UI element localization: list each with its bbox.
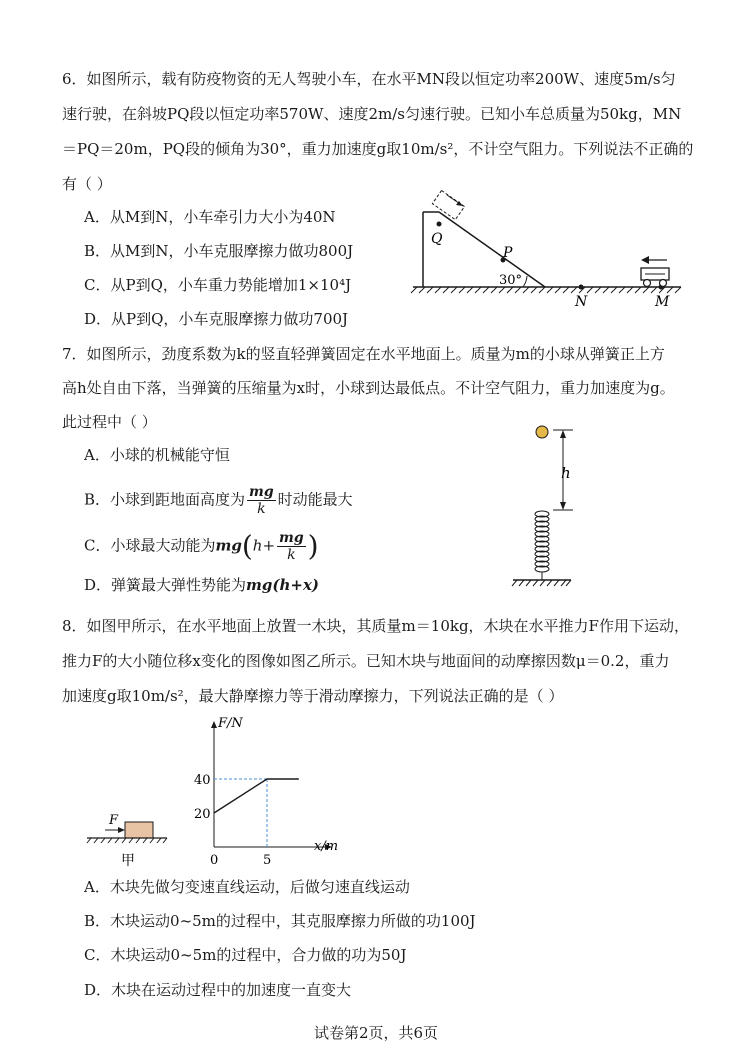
q8-line-1: 8．如图甲所示，在水平地面上放置一木块，其质量m＝10kg，木块在水平推力F作用下运动， — [62, 617, 689, 635]
spring-icon — [535, 511, 549, 572]
label-angle: 30° — [499, 273, 523, 288]
q8-option-b: B．木块运动0~5m的过程中，其克服摩擦力所做的功100J — [84, 912, 476, 930]
label-n: N — [575, 294, 588, 310]
label-f-force: F — [109, 813, 119, 828]
q6-option-c: C．从P到Q，小车重力势能增加1×10⁴J — [84, 276, 352, 294]
frac-den: k — [287, 547, 296, 563]
q8-option-c: C．木块运动0~5m的过程中，合力做的功为50J — [84, 946, 407, 964]
x-axis-label: x/m — [314, 839, 339, 854]
label-q: Q — [431, 231, 443, 247]
q6-line-2: 速行驶，在斜坡PQ段以恒定功率570W、速度2m/s匀速行驶。已知小车总质量为50kg，MN — [62, 105, 682, 123]
q7-line-3: 此过程中（ ） — [62, 413, 157, 431]
q7-line-1: 7．如图所示，劲度系数为k的竖直轻弹簧固定在水平地面上。质量为m的小球从弹簧正上方 — [62, 345, 665, 363]
q6-line-4: 有（ ） — [62, 175, 112, 193]
cart-icon — [641, 268, 669, 287]
tick-label-0: 0 — [210, 853, 219, 867]
q6-incline-figure — [405, 190, 695, 315]
q6-line-3: ＝PQ＝20m，PQ段的倾角为30°，重力加速度g取10m/s²，不计空气阻力。下列说法不正确的 — [62, 140, 694, 158]
tick-label-5: 5 — [263, 853, 272, 867]
force-line — [214, 779, 299, 813]
q7-option-c-mg: mg — [215, 536, 242, 555]
q7-option-c: C．小球最大动能为mg(h+ $\frac{mg}{k}$ ) — [84, 529, 319, 563]
label-m: M — [655, 294, 670, 310]
q7-option-b-prefix: B．小球到距地面高度为 — [84, 490, 246, 509]
q7-option-d — [84, 575, 319, 595]
frac-den: k — [257, 501, 266, 517]
q8-line-3: 加速度g取10m/s²，最大静摩擦力等于滑动摩擦力，下列说法正确的是（ ） — [62, 687, 564, 705]
q7-option-c-prefix: C．小球最大动能为 — [84, 536, 216, 555]
q8-option-d: D．木块在运动过程中的加速度一直变大 — [84, 981, 352, 999]
q8-option-a: A．木块先做匀变速直线运动，后做匀速直线运动 — [84, 878, 410, 896]
q7-line-2: 高h处自由下落，当弹簧的压缩量为x时，小球到达最低点。不计空气阻力，重力加速度为g。 — [62, 379, 675, 397]
q7-option-b-suffix: 时动能最大 — [277, 490, 353, 509]
frac-num: mg — [249, 484, 274, 500]
q7-option-b — [84, 484, 353, 517]
q8-block-figure-jia — [85, 810, 175, 870]
q7-spring-figure — [505, 420, 595, 590]
page-footer: 试卷第2页，共6页 — [313, 1024, 439, 1042]
q6-option-a: A．从M到N，小车牵引力大小为40N — [84, 208, 336, 226]
tick-label-20: 20 — [194, 807, 211, 822]
q7-option-c-h: h+ — [252, 536, 276, 555]
q8-force-displacement-chart — [190, 715, 340, 867]
y-axis-label: F/N — [218, 716, 243, 731]
wood-block — [125, 822, 153, 838]
y-axis-arrow — [211, 721, 217, 728]
q6-line-1: 6．如图所示，载有防疫物资的无人驾驶小车，在水平MN段以恒定功率200W、速度5m/s匀 — [62, 70, 676, 88]
label-p: P — [503, 245, 513, 261]
q7-option-d-prefix: D．弹簧最大弹性势能为 — [84, 576, 247, 594]
frac-num: mg — [279, 530, 304, 546]
fraction-mg-over-k-2 — [277, 530, 306, 563]
label-h: h — [561, 464, 571, 482]
q6-option-d: D．从P到Q，小车克服摩擦力做功700J — [84, 310, 349, 328]
q7-option-d-expr: mg(h+x) — [246, 576, 320, 594]
q6-option-b: B．从M到N，小车克服摩擦力做功800J — [84, 242, 354, 260]
q8-line-2: 推力F的大小随位移x变化的图像如图乙所示。已知木块与地面间的动摩擦因数μ＝0.2，重力 — [62, 652, 670, 670]
fraction-mg-over-k — [247, 484, 276, 517]
label-jia: 甲 — [121, 853, 135, 869]
q7-option-a: A．小球的机械能守恒 — [84, 446, 230, 464]
tick-label-40: 40 — [194, 773, 211, 788]
